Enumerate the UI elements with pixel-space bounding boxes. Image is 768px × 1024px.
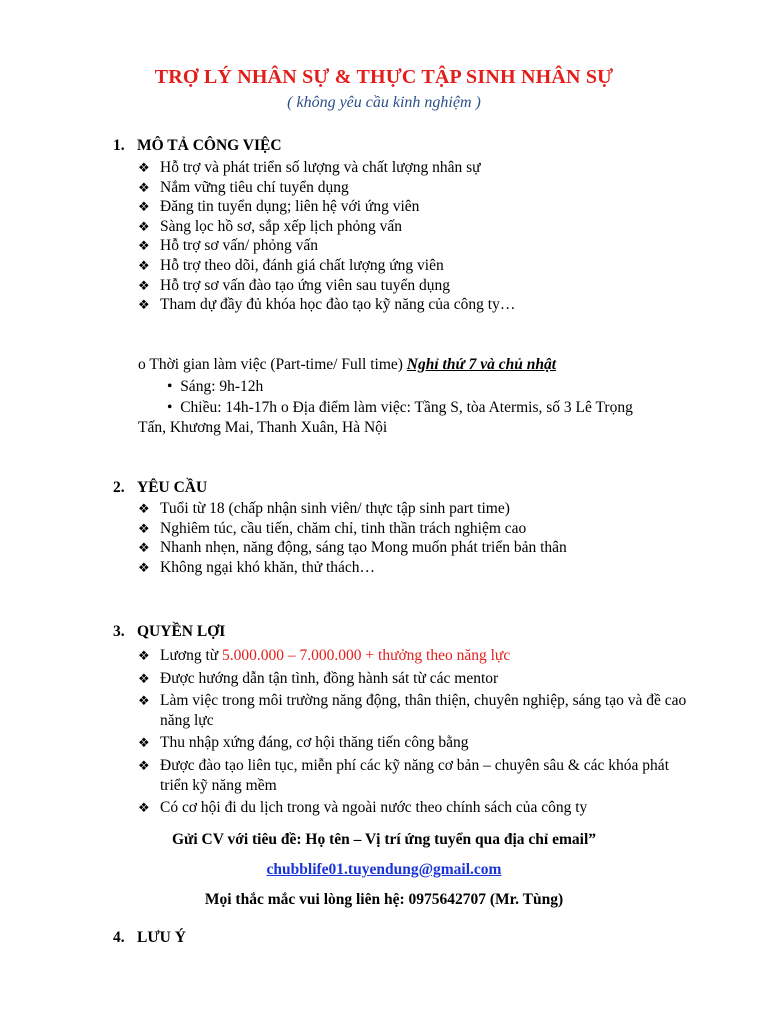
section-4-heading: 4. LƯU Ý: [113, 929, 186, 946]
list-item: ❖ Thu nhập xứng đáng, cơ hội thăng tiến công bằng: [138, 734, 469, 752]
diamond-bullet-icon: ❖: [138, 277, 150, 293]
requirements-list: [138, 499, 567, 577]
job-description-list: [138, 158, 515, 315]
morning-hours: • Sáng: 9h-12h: [167, 378, 264, 395]
section-3-heading: 3. QUYỀN LỢI: [113, 623, 226, 640]
location-continued: Tấn, Khương Mai, Thanh Xuân, Hà Nội: [138, 419, 388, 436]
diamond-bullet-icon: ❖: [138, 501, 150, 516]
diamond-bullet-icon: ❖: [138, 179, 150, 195]
list-item: ❖ Hỗ trợ và phát triển số lượng và chất lượng nhân sự: [138, 159, 481, 176]
diamond-bullet-icon: ❖: [138, 160, 150, 175]
salary-item: ❖ Lương từ 5.000.000 – 7.000.000 + thưởng theo năng lực: [138, 647, 511, 664]
benefits-list: [138, 646, 698, 821]
diamond-bullet-icon: ❖: [138, 559, 150, 575]
diamond-bullet-icon: ❖: [138, 648, 150, 663]
list-item: ❖ Nhanh nhẹn, năng động, sáng tạo Mong muốn phát triển bản thân: [138, 539, 567, 557]
salary-range: 5.000.000 – 7.000.000 + thưởng theo năng lực: [222, 647, 511, 664]
page-subtitle: ( không yêu cầu kinh nghiệm ): [287, 94, 481, 111]
list-item: ❖ Tham dự đầy đủ khóa học đào tạo kỹ năng của công ty…: [138, 296, 516, 314]
diamond-bullet-icon: ❖: [138, 800, 150, 816]
list-item: ❖ Nghiêm túc, cầu tiến, chăm chỉ, tinh thần trách nghiệm cao: [138, 519, 527, 537]
diamond-bullet-icon: ❖: [138, 735, 150, 751]
cv-instruction: Gửi CV với tiêu đề: Họ tên – Vị trí ứng tuyển qua địa chỉ email”: [171, 831, 597, 848]
list-item: ❖ Có cơ hội đi du lịch trong và ngoài nước theo chính sách của công ty: [138, 799, 588, 817]
diamond-bullet-icon: ❖: [138, 693, 150, 709]
diamond-bullet-icon: ❖: [138, 297, 150, 313]
list-item: ❖ Không ngại khó khăn, thử thách…: [138, 558, 376, 576]
list-item: ❖ Được hướng dẫn tận tình, đồng hành sát từ các mentor: [138, 669, 499, 687]
days-off-emphasis: Nghỉ thứ 7 và chủ nhật: [406, 356, 557, 373]
diamond-bullet-icon: ❖: [138, 540, 150, 556]
list-item: ❖ Đăng tin tuyển dụng; liên hệ với ứng viên: [138, 198, 420, 216]
diamond-bullet-icon: ❖: [138, 670, 150, 686]
diamond-bullet-icon: ❖: [138, 199, 150, 215]
diamond-bullet-icon: ❖: [138, 238, 150, 254]
list-item: ❖ Làm việc trong môi trường năng động, thân thiện, chuyên nghiệp, sáng tạo và đề cao năng lực: [138, 692, 687, 729]
diamond-bullet-icon: ❖: [138, 218, 150, 234]
list-item: ❖ Hỗ trợ sơ vấn/ phỏng vấn: [138, 237, 319, 255]
diamond-bullet-icon: ❖: [138, 257, 150, 273]
list-item: ❖ Nắm vững tiêu chí tuyển dụng: [138, 178, 349, 196]
work-time-line: o Thời gian làm việc (Part-time/ Full time) Nghỉ thứ 7 và chủ nhật: [138, 356, 557, 373]
email-link[interactable]: chubblife01.tuyendung@gmail.com: [266, 861, 502, 878]
diamond-bullet-icon: ❖: [138, 520, 150, 536]
list-item: ❖ Hỗ trợ sơ vấn đào tạo ứng viên sau tuyển dụng: [138, 276, 450, 294]
contact-line: Mọi thắc mắc vui lòng liên hệ: 0975642707 (Mr. Tùng): [204, 891, 564, 908]
diamond-bullet-icon: ❖: [138, 757, 150, 773]
list-item: ❖ Hỗ trợ theo dõi, đánh giá chất lượng ứng viên: [138, 256, 444, 274]
list-item: ❖ Tuổi từ 18 (chấp nhận sinh viên/ thực tập sinh part time): [138, 500, 510, 517]
list-item: ❖ Được đào tạo liên tục, miễn phí các kỹ năng cơ bản – chuyên sâu & các khóa phát triển kỹ năng mềm: [138, 756, 669, 794]
email-row: [0, 861, 768, 879]
list-item: ❖ Sàng lọc hồ sơ, sắp xếp lịch phỏng vấn: [138, 217, 402, 235]
page-title: TRỢ LÝ NHÂN SỰ & THỰC TẬP SINH NHÂN SỰ: [154, 66, 614, 88]
section-1-heading: 1. MÔ TẢ CÔNG VIỆC: [113, 137, 282, 154]
afternoon-hours: • Chiều: 14h-17h o Địa điểm làm việc: Tầng S, tòa Atermis, số 3 Lê Trọng: [167, 399, 633, 416]
section-2-heading: 2. YÊU CẦU: [113, 479, 208, 496]
